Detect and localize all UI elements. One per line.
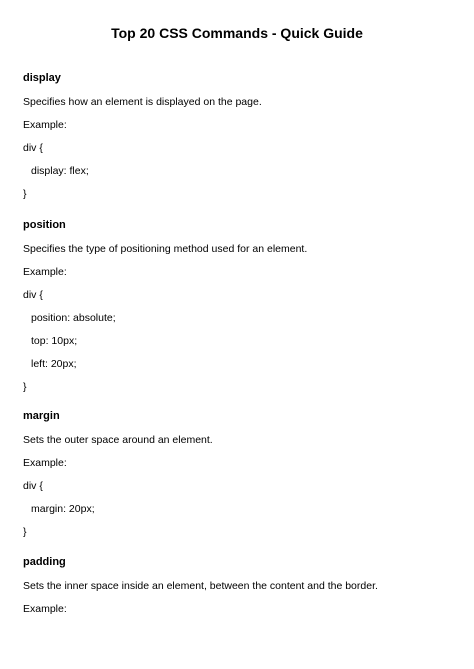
section-heading-margin: margin: [23, 410, 60, 422]
code-line-position-3: top: 10px;: [31, 335, 78, 347]
section-description-position: Specifies the type of positioning method used for an element.: [23, 243, 308, 255]
example-label-margin: Example:: [23, 457, 67, 469]
code-line-display-2: display: flex;: [31, 165, 89, 177]
section-description-margin: Sets the outer space around an element.: [23, 434, 213, 446]
code-line-display-1: div {: [23, 142, 43, 154]
example-label-padding: Example:: [23, 603, 67, 615]
page-title: Top 20 CSS Commands - Quick Guide: [111, 25, 363, 41]
code-line-margin-2: margin: 20px;: [31, 503, 95, 515]
code-line-margin-1: div {: [23, 480, 43, 492]
code-line-position-5: }: [23, 381, 27, 393]
section-heading-padding: padding: [23, 556, 66, 568]
code-line-margin-3: }: [23, 526, 27, 538]
code-line-position-2: position: absolute;: [31, 312, 116, 324]
example-label-position: Example:: [23, 266, 67, 278]
code-line-display-3: }: [23, 188, 27, 200]
section-description-display: Specifies how an element is displayed on the page.: [23, 96, 262, 108]
code-line-position-1: div {: [23, 289, 43, 301]
section-heading-display: display: [23, 72, 61, 84]
section-description-padding: Sets the inner space inside an element, between the content and the border.: [23, 580, 378, 592]
section-heading-position: position: [23, 219, 66, 231]
example-label-display: Example:: [23, 119, 67, 131]
code-line-position-4: left: 20px;: [31, 358, 77, 370]
